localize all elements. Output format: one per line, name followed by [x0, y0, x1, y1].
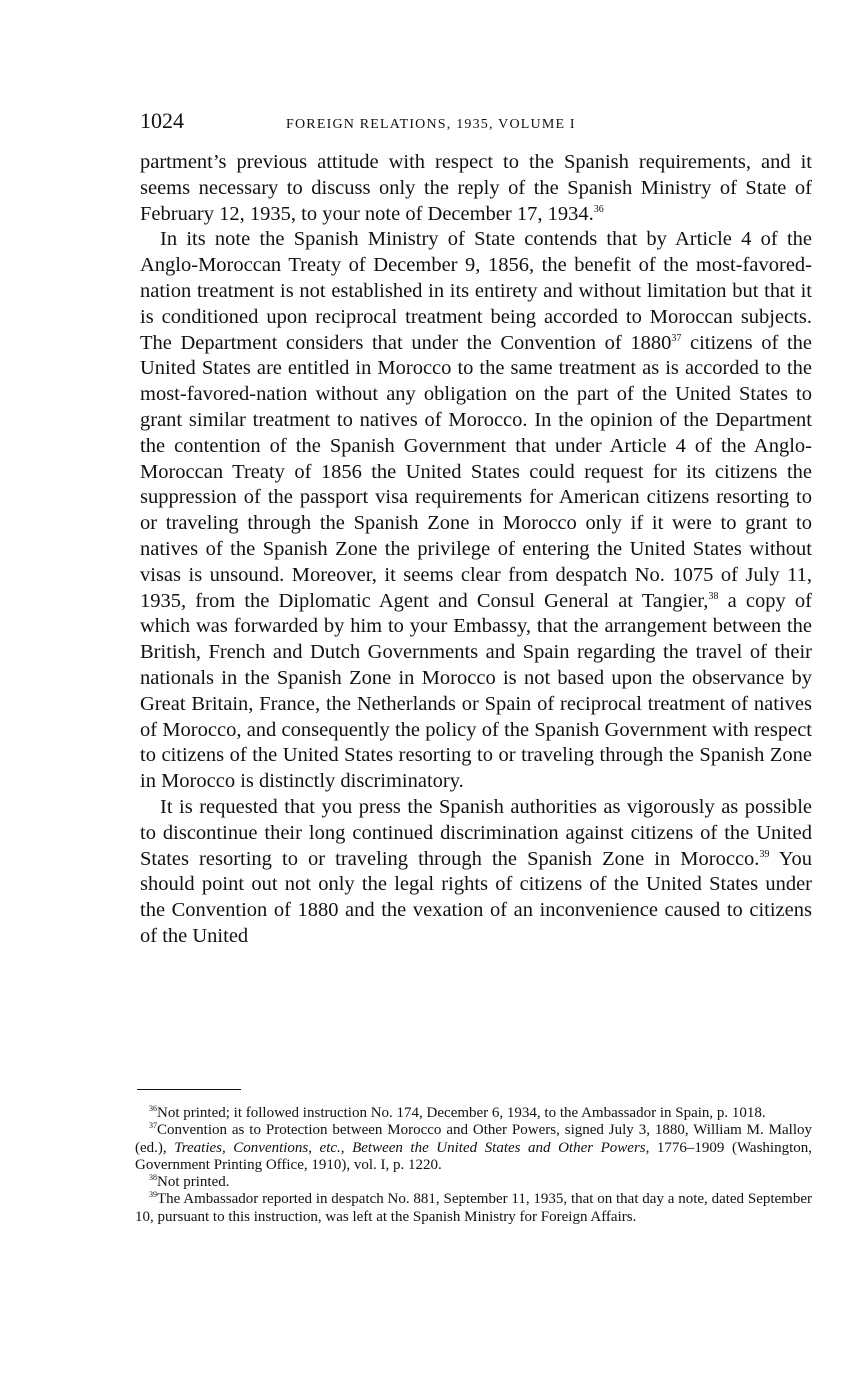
footnote-text: Convention as to Protection between Morocco and Other Powers, signed July 3, 1880, William M. Malloy (ed.), [135, 1122, 812, 1156]
footnote-number: 37 [149, 1121, 157, 1131]
paragraph-2 [140, 227, 812, 795]
footnote-divider [137, 1089, 241, 1090]
footnote-ref-36: 36 [593, 203, 604, 215]
footnote-ref-38: 38 [708, 590, 719, 602]
footnote-text: Not printed; it followed instruction No. 174, December 6, 1934, to the Ambassador in Spain, p. 1018. [157, 1105, 766, 1121]
paragraph-2-text-a: In its note the Spanish Ministry of State contends that by Article 4 of the Anglo-Moroccan Treaty of December 9, 1856, the benefit of the most-favored-nation treatment is not established in its entirety and without limitation but that it is conditioned upon reciprocal treatment being accorded to Moroccan subjects. The Department considers that under the Convention of 1880 [140, 228, 812, 354]
footnote-text: , 1776–1909 (Washington, Government Printing Office, 1910), vol. I, p. 1220. [135, 1139, 812, 1173]
paragraph-3 [140, 795, 812, 950]
footnote-ref-39: 39 [759, 848, 770, 860]
paragraph-1 [140, 150, 812, 227]
running-title: FOREIGN RELATIONS, 1935, VOLUME I [286, 117, 576, 132]
footnote-italic-title: Treaties, Conventions, etc., Between the United States and Other Powers [174, 1139, 646, 1156]
footnote-number: 39 [149, 1190, 157, 1200]
footnote-text: The Ambassador reported in despatch No. 881, September 11, 1935, that on that day a note, dated September 10, pursuant to this instruction, was left at the Spanish Ministry for Foreign Affairs. [135, 1191, 812, 1225]
footnote-37 [135, 1122, 812, 1174]
page-header [140, 108, 812, 134]
paragraph-2-text-c: a copy of which was forwarded by him to your Embassy, that the arrangement between the British, French and Dutch Governments and Spain regarding the travel of their nationals in the Spanish Zone in Morocco is not based upon the observance by Great Britain, France, the Netherlands or Spain of reciprocal treatment of natives of Morocco, and consequently the policy of the Spanish Government with respect to citizens of the United States resorting to or traveling through the Spanish Zone in Morocco is distinctly discriminatory. [140, 589, 812, 793]
page-number: 1024 [140, 108, 184, 133]
footnote-ref-37: 37 [671, 332, 682, 344]
footnote-36 [135, 1105, 812, 1122]
footnote-38 [135, 1174, 812, 1191]
footnote-39 [135, 1191, 812, 1226]
footnote-number: 38 [149, 1173, 157, 1183]
body-text [140, 150, 812, 950]
footnote-text: Not printed. [157, 1174, 230, 1191]
footnotes [135, 1105, 812, 1226]
paragraph-2-text-b: citizens of the United States are entitled in Morocco to the same treatment as is accorded to the most-favored-nation without any obligation on the part of the United States to grant similar treatment to natives of Morocco. In the opinion of the Department the contention of the Spanish Government that under Article 4 of the Anglo-Moroccan Treaty of 1856 the United States could request for its citizens the suppression of the passport visa requirements for American citizens resorting to or traveling through the Spanish Zone in Morocco only if it were to grant to natives of the Spanish Zone the privilege of entering the United States without visas is unsound. Moreover, it seems clear from despatch No. 1075 of July 11, 1935, from the Diplomatic Agent and Consul General at Tangier, [140, 331, 813, 612]
paragraph-1-text: partment’s previous attitude with respect to the Spanish requirements, and it seems necessary to discuss only the reply of the Spanish Ministry of State of February 12, 1935, to your note of December 17, 1934. [140, 151, 812, 225]
paragraph-3-text-b: You should point out not only the legal rights of citizens of the United States under the Convention of 1880 and the vexation of an inconvenience caused to citizens of the United [140, 847, 813, 947]
footnote-number: 36 [149, 1104, 157, 1113]
paragraph-3-text-a: It is requested that you press the Spanish authorities as vigorously as possible to discontinue their long continued discrimination against citizens of the United States resorting to or traveling through the Spanish Zone in Morocco. [140, 795, 812, 870]
